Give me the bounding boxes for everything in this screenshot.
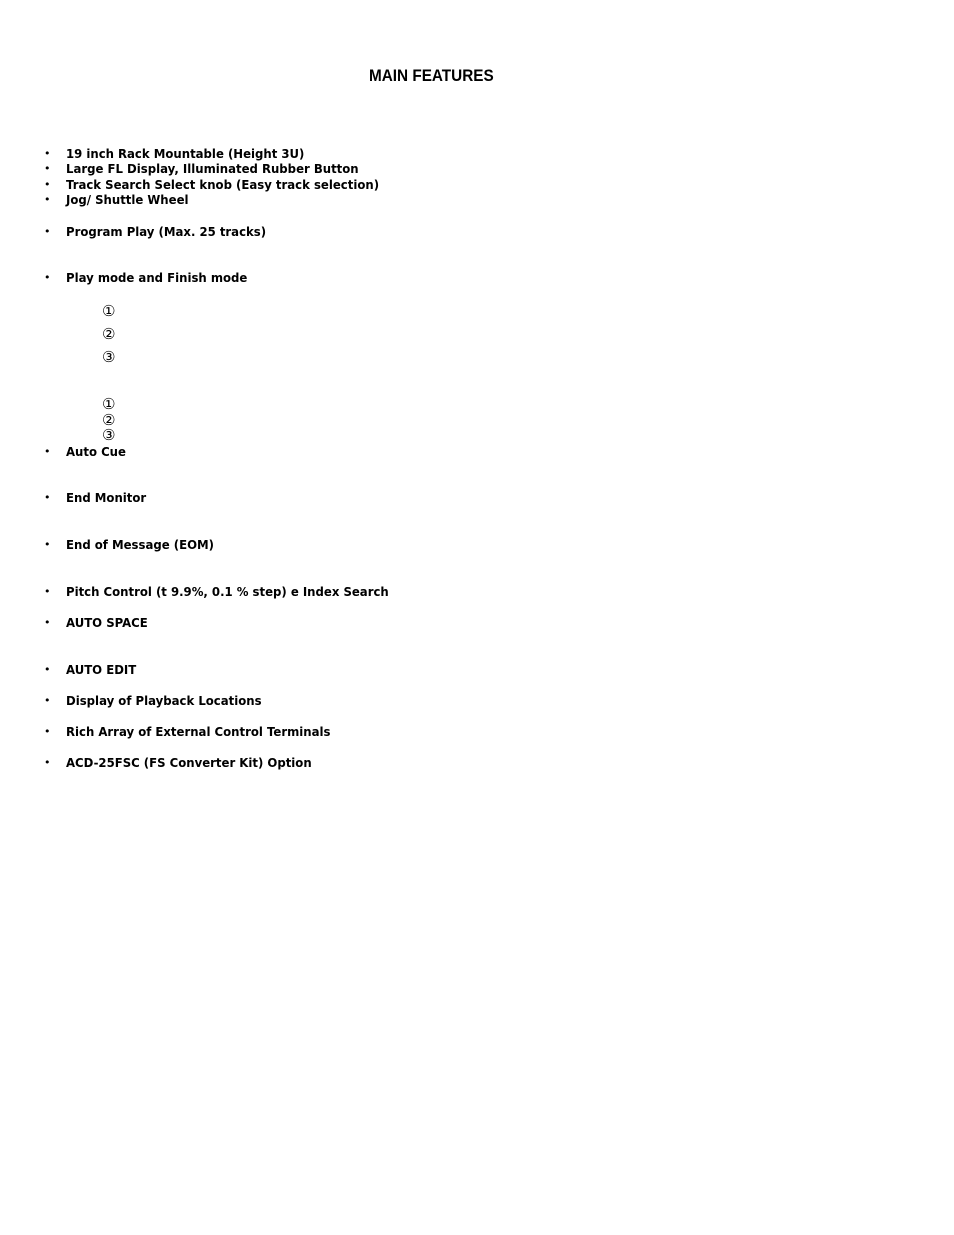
- page-title: MAIN FEATURES: [369, 66, 494, 85]
- feature-text: 19 inch Rack Mountable (Height 3U): [66, 147, 305, 161]
- circled-three-icon: ③: [102, 348, 116, 366]
- circled-three-icon: ③: [102, 426, 116, 444]
- bullet-icon: •: [44, 756, 51, 769]
- bullet-icon: •: [44, 271, 51, 284]
- bullet-icon: •: [44, 491, 51, 504]
- bullet-icon: •: [44, 445, 51, 458]
- feature-text: Rich Array of External Control Terminals: [66, 725, 331, 739]
- feature-text: Program Play (Max. 25 tracks): [66, 225, 267, 239]
- feature-text: Display of Playback Locations: [66, 694, 262, 708]
- feature-text: End Monitor: [66, 491, 147, 505]
- feature-text: Auto Cue: [66, 445, 126, 459]
- feature-text: Large FL Display, Illuminated Rubber Button: [66, 162, 359, 176]
- feature-text: Pitch Control (t 9.9%, 0.1 % step) e Index Search: [66, 585, 389, 599]
- circled-two-icon: ②: [102, 411, 116, 429]
- circled-one-icon: ①: [102, 395, 116, 413]
- bullet-icon: •: [44, 694, 51, 707]
- feature-text: Play mode and Finish mode: [66, 271, 248, 285]
- circled-one-icon: ①: [102, 302, 116, 320]
- bullet-icon: •: [44, 147, 51, 160]
- bullet-icon: •: [44, 585, 51, 598]
- circled-two-icon: ②: [102, 325, 116, 343]
- bullet-icon: •: [44, 663, 51, 676]
- feature-text: AUTO SPACE: [66, 616, 148, 630]
- bullet-icon: •: [44, 616, 51, 629]
- feature-text: ACD-25FSC (FS Converter Kit) Option: [66, 756, 312, 770]
- bullet-icon: •: [44, 162, 51, 175]
- feature-text: Jog/ Shuttle Wheel: [66, 193, 189, 207]
- feature-text: End of Message (EOM): [66, 538, 215, 552]
- bullet-icon: •: [44, 225, 51, 238]
- bullet-icon: •: [44, 538, 51, 551]
- bullet-icon: •: [44, 178, 51, 191]
- bullet-icon: •: [44, 725, 51, 738]
- feature-text: AUTO EDIT: [66, 663, 137, 677]
- bullet-icon: •: [44, 193, 51, 206]
- feature-text: Track Search Select knob (Easy track selection): [66, 178, 380, 192]
